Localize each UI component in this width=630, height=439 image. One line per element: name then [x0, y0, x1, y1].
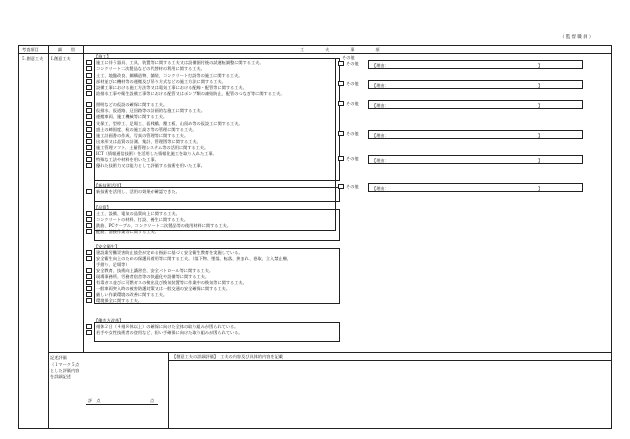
criteria-item: 盛土の締固度、杭の施工高さ等の管理に関する工夫。: [96, 127, 197, 132]
other-checkbox[interactable]: [338, 81, 344, 86]
checkbox[interactable]: [86, 127, 92, 132]
reason-label: 【理由：: [372, 63, 389, 68]
reason-label: 【理由：: [372, 83, 389, 88]
checkbox[interactable]: [86, 324, 92, 329]
checkbox[interactable]: [86, 133, 92, 138]
reason-label: 【理由：: [372, 103, 389, 108]
checkbox[interactable]: [86, 145, 92, 150]
reason-close: 】: [538, 83, 543, 88]
checkbox[interactable]: [86, 108, 92, 113]
header-col-content: 工 夫 事 項: [300, 47, 380, 52]
criteria-item: 支保工、型枠工、足場工、仮桟橋、覆工板、山留め等の仮設工に関する工夫。: [96, 121, 243, 126]
eval-col-divider: [168, 352, 169, 429]
score-unit: 点: [150, 398, 155, 403]
reason-field[interactable]: [368, 155, 583, 164]
checkbox[interactable]: [86, 298, 92, 303]
col-divider-2: [83, 45, 84, 352]
criteria-item: 仮排水、仮道路、迂回路等の計画的な施工に関する工夫。: [96, 108, 205, 113]
checkbox[interactable]: [86, 139, 92, 144]
criteria-item: 新技術を活用し、活用の効果が確認できた。: [96, 189, 180, 194]
checkbox[interactable]: [86, 121, 92, 126]
reason-field[interactable]: [368, 183, 583, 192]
criteria-item: 厳しい作業環境の改善に関する工夫。: [96, 292, 168, 297]
checkbox[interactable]: [86, 250, 92, 255]
reason-label: 【理由：: [372, 133, 389, 138]
other-label: その他: [346, 61, 359, 66]
eval-header-line: [168, 360, 612, 361]
criteria-item: 照明などの仮設の確保に関する工夫。: [96, 102, 168, 107]
checkbox[interactable]: [86, 229, 92, 234]
reason-label: 【理由：: [372, 186, 389, 191]
header-col-item: 考査項目: [22, 47, 39, 52]
criteria-item: 配筋、溶接作業等に関する工夫。: [96, 229, 159, 234]
reason-close: 】: [538, 133, 543, 138]
reason-field[interactable]: [368, 100, 583, 109]
reason-close: 】: [538, 158, 543, 163]
criteria-item: 一般車両突入時の被害防護対策又は一般交通の安全確保に関する工夫。: [96, 286, 231, 291]
criteria-item: 環境保全に関する工夫。: [96, 298, 143, 303]
criteria-item-continued: 手摺り、足場等）: [96, 262, 130, 267]
criteria-item: 有毒ガス並びに可燃ガスの検出及び換気装置等に作業中の換気等に関する工夫。: [96, 280, 247, 285]
section-heading-new-tech: 【新技術活用】: [94, 183, 124, 188]
criteria-item: 土工、地盤改良、鋼構造物、舗装、コンクリート打設等の施工に関する工夫。: [96, 73, 243, 78]
section-heading-safety: 【安全衛生】: [94, 244, 120, 249]
checkbox[interactable]: [86, 223, 92, 228]
section-heading-work-style: 【働き方改革】: [94, 318, 124, 323]
eval-note: （１マーク５点とした評価内容を詳細記述: [50, 362, 80, 379]
page-title: （ 監 督 職 員 ）: [560, 35, 594, 40]
reason-close: 】: [538, 186, 543, 191]
checkbox[interactable]: [86, 274, 92, 279]
checkbox[interactable]: [86, 66, 92, 71]
criteria-item: ICT（情報通信技術）を活用した情報化施工を取り入れた工事。: [96, 151, 217, 156]
score-label: 評 点: [88, 398, 101, 403]
eval-header: 【創意工夫の詳細評価】 工夫の内容及び具体的内容を記載: [172, 354, 283, 359]
section-heading-construction: 【施工】: [94, 54, 111, 59]
item-label: ５.創意工夫: [21, 56, 44, 61]
checkbox[interactable]: [86, 79, 92, 84]
criteria-item: 優れた技術力又は能力として評価する技術を用いた工事。: [96, 163, 205, 168]
other-checkbox[interactable]: [338, 101, 344, 106]
checkbox[interactable]: [86, 102, 92, 107]
other-checkbox[interactable]: [338, 61, 344, 66]
other-label: その他: [346, 184, 359, 189]
section-frame-quality: [94, 209, 340, 241]
reason-field[interactable]: [368, 60, 583, 69]
checkbox[interactable]: [86, 60, 92, 65]
other-heading: その他: [342, 55, 355, 60]
checkbox[interactable]: [86, 280, 92, 285]
other-checkbox[interactable]: [338, 156, 344, 161]
criteria-item: 施工に伴う器具、工具、装置等に関する工夫又は設備据付後の試運転調整に関する工夫。: [96, 60, 264, 65]
checkbox[interactable]: [86, 211, 92, 216]
other-label: その他: [346, 156, 359, 161]
criteria-item: 現場事務所、労務者宿舎等の快適化や設備等に関する工夫。: [96, 274, 210, 279]
score-underline: [86, 404, 158, 405]
section-frame-work-style: [94, 322, 340, 342]
criteria-item: 設備工事における施工方法等又は電気工事における配線・配管等に関する工夫。: [96, 85, 247, 90]
criteria-item: 鉄筋、PCケーブル、コンクリート二次製品等の使用材料に関する工夫。: [96, 223, 232, 228]
other-label: その他: [346, 81, 359, 86]
reason-label: 【理由：: [372, 158, 389, 163]
eval-divider: [48, 352, 612, 353]
section-frame-safety: [94, 248, 340, 304]
criteria-item: 週休２日（４週８休以上）の確保に向けた全体の取り組みが図られている。: [96, 324, 239, 329]
checkbox[interactable]: [86, 330, 92, 335]
reason-close: 】: [538, 103, 543, 108]
checkbox[interactable]: [86, 163, 92, 168]
other-checkbox[interactable]: [338, 131, 344, 136]
criteria-item: コンクリート二次製品などの代替材の利用に関する工夫。: [96, 66, 205, 71]
other-label: その他: [346, 101, 359, 106]
checkbox[interactable]: [86, 157, 92, 162]
checkbox[interactable]: [86, 217, 92, 222]
checkbox[interactable]: [86, 85, 92, 90]
reason-field[interactable]: [368, 130, 583, 139]
checkbox[interactable]: [86, 151, 92, 156]
criteria-item: 部材並びに機材等の運搬及び吊り方式などの施工方法に関する工夫。: [96, 79, 226, 84]
criteria-item: 施工計画書の作成、写真の管理等に関する工夫。: [96, 133, 189, 138]
checkbox[interactable]: [86, 114, 92, 119]
criteria-item: 特殊な工法や材料を用いた工事。: [96, 157, 159, 162]
reason-close: 】: [538, 63, 543, 68]
criteria-item: 安全衛生向上のための保護具着用等に関する工夫。（落下物、墜落、転落、挟まれ、巻取、立入禁止柵、: [96, 256, 291, 261]
criteria-item: 建設業労働災害防止協会が定める指針に基づく安全衛生教育を実施している。: [96, 250, 243, 255]
checkbox[interactable]: [86, 292, 92, 297]
section-heading-quality: 【品質】: [94, 205, 111, 210]
section-frame-new-tech: [94, 187, 340, 202]
other-checkbox[interactable]: [338, 184, 344, 189]
checkbox[interactable]: [86, 286, 92, 291]
criteria-item: 施工管理ソフト、土量管理システム等の活用に関する工夫。: [96, 145, 209, 150]
criteria-item: 出来形又は品質の計測、集計、管理図等に関する工夫。: [96, 139, 201, 144]
criteria-item: 運搬車両、施工機械等に関する工夫。: [96, 114, 168, 119]
criteria-item: 給排水工事や衛生設備工事等における配管又はポンプ類の凍結防止、配管のつなぎ等に関する工夫。: [96, 91, 285, 96]
criteria-item: コンクリートの材料、打設、養生に関する工夫。: [96, 217, 189, 222]
other-label: その他: [346, 131, 359, 136]
header-col-sub: 細 別: [58, 47, 75, 52]
sub-item-label: Ⅰ.創意工夫: [51, 56, 71, 61]
criteria-item: 若手や女性技術者の登用など、担い手確保に向けた取り組みが図られている。: [96, 330, 243, 335]
checkbox[interactable]: [86, 73, 92, 78]
section-frame-construction: [94, 58, 340, 181]
checkbox[interactable]: [86, 268, 92, 273]
checkbox[interactable]: [86, 189, 92, 194]
checkbox[interactable]: [86, 91, 92, 96]
criteria-item: 安全教育、技術向上講習会、安全パトロール等に関する工夫。: [96, 268, 214, 273]
reason-field[interactable]: [368, 80, 583, 89]
col-divider-1: [48, 45, 49, 429]
eval-label: 記述評価: [50, 355, 67, 360]
checkbox[interactable]: [86, 256, 92, 261]
criteria-item: 土工、設備、電気の品質向上に関する工夫。: [96, 211, 180, 216]
